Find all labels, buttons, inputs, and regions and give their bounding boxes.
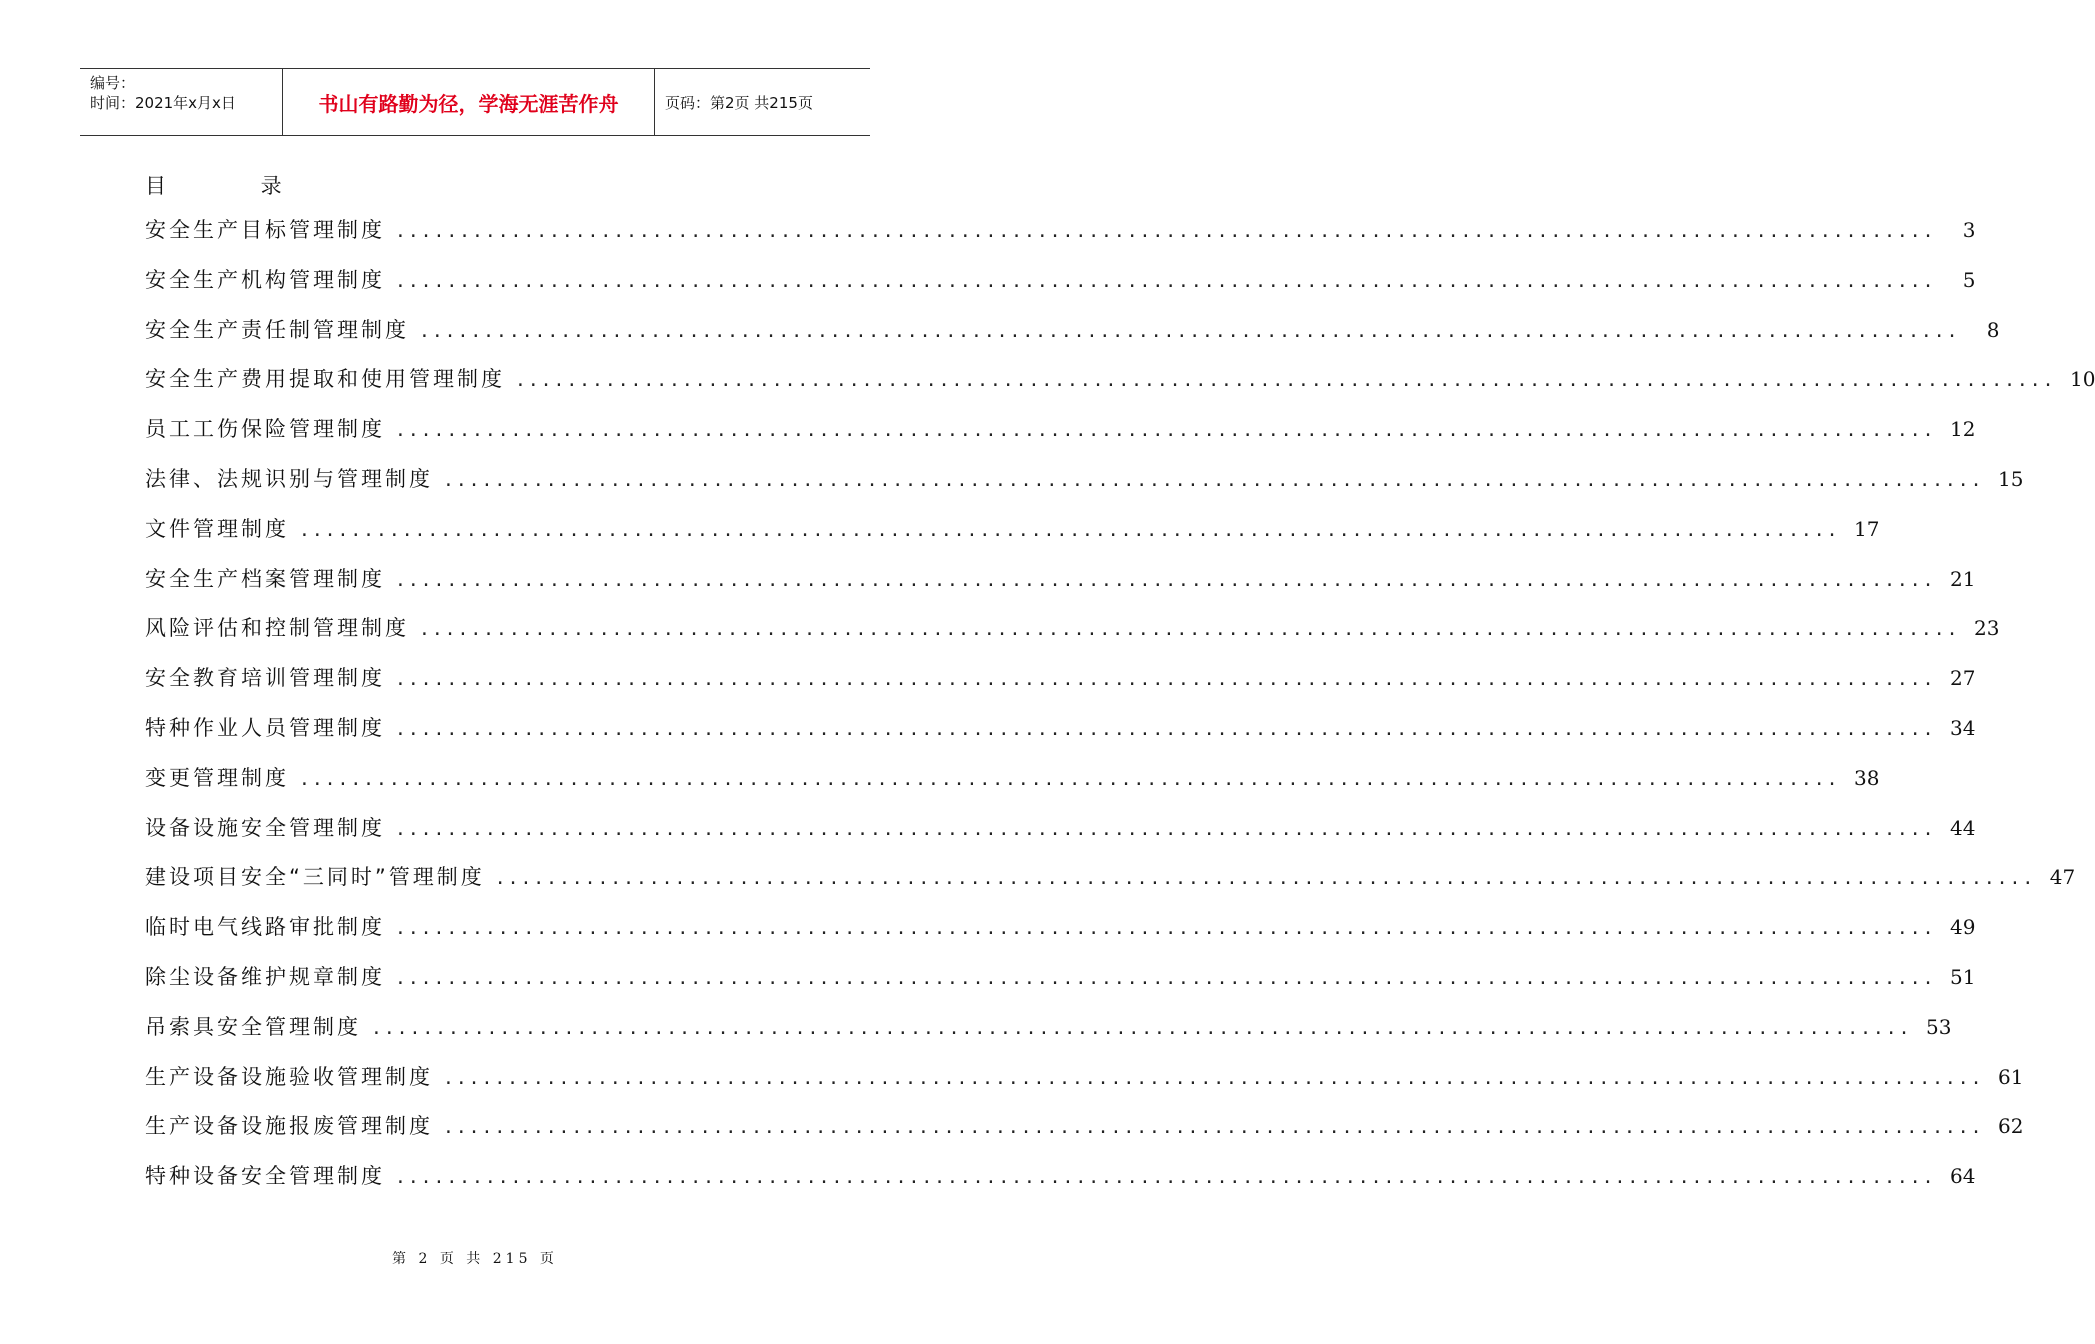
toc-entry-label: 安全生产档案管理制度 bbox=[145, 566, 385, 591]
toc-leader-dots: ........................................................................................................................ bbox=[494, 868, 2036, 890]
toc-title: 目 录 bbox=[145, 174, 326, 198]
toc-leader-dots: ........................................................................................................................ bbox=[443, 1117, 1984, 1139]
toc-entry-page: 8 bbox=[1986, 317, 2000, 342]
toc-entry[interactable] bbox=[145, 1160, 1976, 1210]
page-footer: 第 2 页 共 215 页 bbox=[392, 1251, 558, 1267]
table-of-contents bbox=[145, 214, 2095, 1210]
toc-leader-dots: ........................................................................................................................ bbox=[395, 420, 1936, 442]
toc-entry-label: 设备设施安全管理制度 bbox=[145, 815, 385, 840]
toc-entry[interactable] bbox=[145, 463, 2024, 513]
toc-entry-page: 49 bbox=[1949, 915, 1976, 940]
toc-entry-label: 生产设备设施验收管理制度 bbox=[145, 1064, 433, 1089]
toc-entry[interactable] bbox=[145, 612, 2000, 662]
toc-entry-page: 21 bbox=[1949, 566, 1976, 591]
toc-entry[interactable] bbox=[145, 363, 2095, 413]
toc-entry-page: 15 bbox=[1997, 466, 2024, 491]
number-label: 编号： bbox=[90, 74, 136, 92]
toc-entry-label: 特种作业人员管理制度 bbox=[145, 715, 385, 740]
toc-entry-page: 62 bbox=[1997, 1114, 2024, 1139]
toc-entry-page: 61 bbox=[1997, 1064, 2024, 1089]
toc-entry-page: 3 bbox=[1962, 218, 1976, 242]
toc-entry-label: 除尘设备维护规章制度 bbox=[145, 964, 385, 989]
toc-entry-page: 64 bbox=[1949, 1164, 1976, 1189]
toc-entry[interactable] bbox=[145, 314, 2000, 364]
toc-entry-label: 员工工伤保险管理制度 bbox=[145, 417, 385, 442]
toc-entry-page: 17 bbox=[1853, 516, 1880, 541]
toc-entry-page: 23 bbox=[1973, 616, 2000, 641]
header-meta bbox=[80, 69, 283, 135]
toc-entry-label: 安全生产机构管理制度 bbox=[145, 267, 385, 292]
toc-leader-dots: ........................................................................................................................ bbox=[395, 918, 1936, 940]
toc-entry[interactable] bbox=[145, 264, 1976, 314]
toc-leader-dots: ........................................................................................................................ bbox=[395, 967, 1936, 989]
toc-entry-label: 风险评估和控制管理制度 bbox=[145, 616, 409, 641]
toc-entry-page: 34 bbox=[1949, 715, 1976, 740]
toc-entry[interactable] bbox=[145, 911, 1976, 961]
toc-entry-label: 特种设备安全管理制度 bbox=[145, 1164, 385, 1189]
toc-entry-page: 44 bbox=[1949, 815, 1976, 840]
toc-entry[interactable] bbox=[145, 712, 1976, 762]
header-motto: 书山有路勤为径，学海无涯苦作舟 bbox=[283, 69, 655, 135]
toc-leader-dots: ........................................................................................................................ bbox=[515, 370, 2056, 392]
toc-entry[interactable] bbox=[145, 563, 1976, 613]
page-header bbox=[80, 68, 870, 136]
toc-entry[interactable] bbox=[145, 214, 1976, 264]
toc-leader-dots: ........................................................................................................................ bbox=[395, 569, 1936, 591]
toc-entry[interactable] bbox=[145, 513, 1880, 563]
header-page-info: 页码：第2页 共215页 bbox=[665, 93, 813, 112]
toc-entry-page: 27 bbox=[1949, 666, 1976, 691]
toc-entry-label: 建设项目安全“三同时”管理制度 bbox=[145, 865, 485, 890]
toc-entry[interactable] bbox=[145, 961, 1976, 1011]
toc-entry-label: 生产设备设施报废管理制度 bbox=[145, 1114, 433, 1139]
toc-leader-dots: ........................................................................................................................ bbox=[299, 519, 1840, 541]
toc-leader-dots: ........................................................................................................................ bbox=[371, 1017, 1912, 1039]
toc-entry-page: 51 bbox=[1949, 964, 1976, 989]
toc-leader-dots: ........................................................................................................................ bbox=[395, 818, 1936, 840]
toc-entry-page: 53 bbox=[1925, 1014, 1952, 1039]
toc-leader-dots: ........................................................................................................................ bbox=[395, 669, 1936, 691]
toc-entry[interactable] bbox=[145, 662, 1976, 712]
toc-entry-page: 47 bbox=[2049, 865, 2076, 890]
toc-entry[interactable] bbox=[145, 762, 1880, 812]
toc-entry-label: 安全生产目标管理制度 bbox=[145, 218, 385, 242]
toc-entry[interactable] bbox=[145, 812, 1976, 862]
toc-entry-label: 法律、法规识别与管理制度 bbox=[145, 466, 433, 491]
toc-entry-page: 10 bbox=[2069, 367, 2095, 392]
toc-entry-page: 5 bbox=[1962, 267, 1976, 292]
toc-entry[interactable] bbox=[145, 413, 1976, 463]
toc-leader-dots: ........................................................................................................................ bbox=[443, 1067, 1984, 1089]
toc-entry-label: 安全生产责任制管理制度 bbox=[145, 317, 409, 342]
toc-leader-dots: ........................................................................................................................ bbox=[395, 270, 1936, 292]
toc-entry-label: 安全教育培训管理制度 bbox=[145, 666, 385, 691]
toc-leader-dots: ........................................................................................................................ bbox=[419, 320, 1960, 342]
toc-entry[interactable] bbox=[145, 1011, 1952, 1061]
toc-leader-dots: ........................................................................................................................ bbox=[395, 221, 1936, 242]
toc-leader-dots: ........................................................................................................................ bbox=[395, 1167, 1936, 1189]
toc-entry-label: 安全生产费用提取和使用管理制度 bbox=[145, 367, 505, 392]
toc-leader-dots: ........................................................................................................................ bbox=[443, 469, 1984, 491]
toc-entry-page: 38 bbox=[1853, 765, 1880, 790]
toc-entry-label: 吊索具安全管理制度 bbox=[145, 1014, 361, 1039]
toc-entry[interactable] bbox=[145, 1110, 2024, 1160]
toc-entry-label: 临时电气线路审批制度 bbox=[145, 915, 385, 940]
toc-entry-label: 文件管理制度 bbox=[145, 516, 289, 541]
toc-leader-dots: ........................................................................................................................ bbox=[419, 619, 1960, 641]
toc-leader-dots: ........................................................................................................................ bbox=[299, 768, 1840, 790]
toc-entry[interactable] bbox=[145, 861, 2076, 911]
toc-entry-page: 12 bbox=[1949, 417, 1976, 442]
toc-entry-label: 变更管理制度 bbox=[145, 765, 289, 790]
time-label: 时间：2021年x月x日 bbox=[90, 94, 236, 112]
toc-leader-dots: ........................................................................................................................ bbox=[395, 718, 1936, 740]
toc-entry[interactable] bbox=[145, 1061, 2024, 1111]
